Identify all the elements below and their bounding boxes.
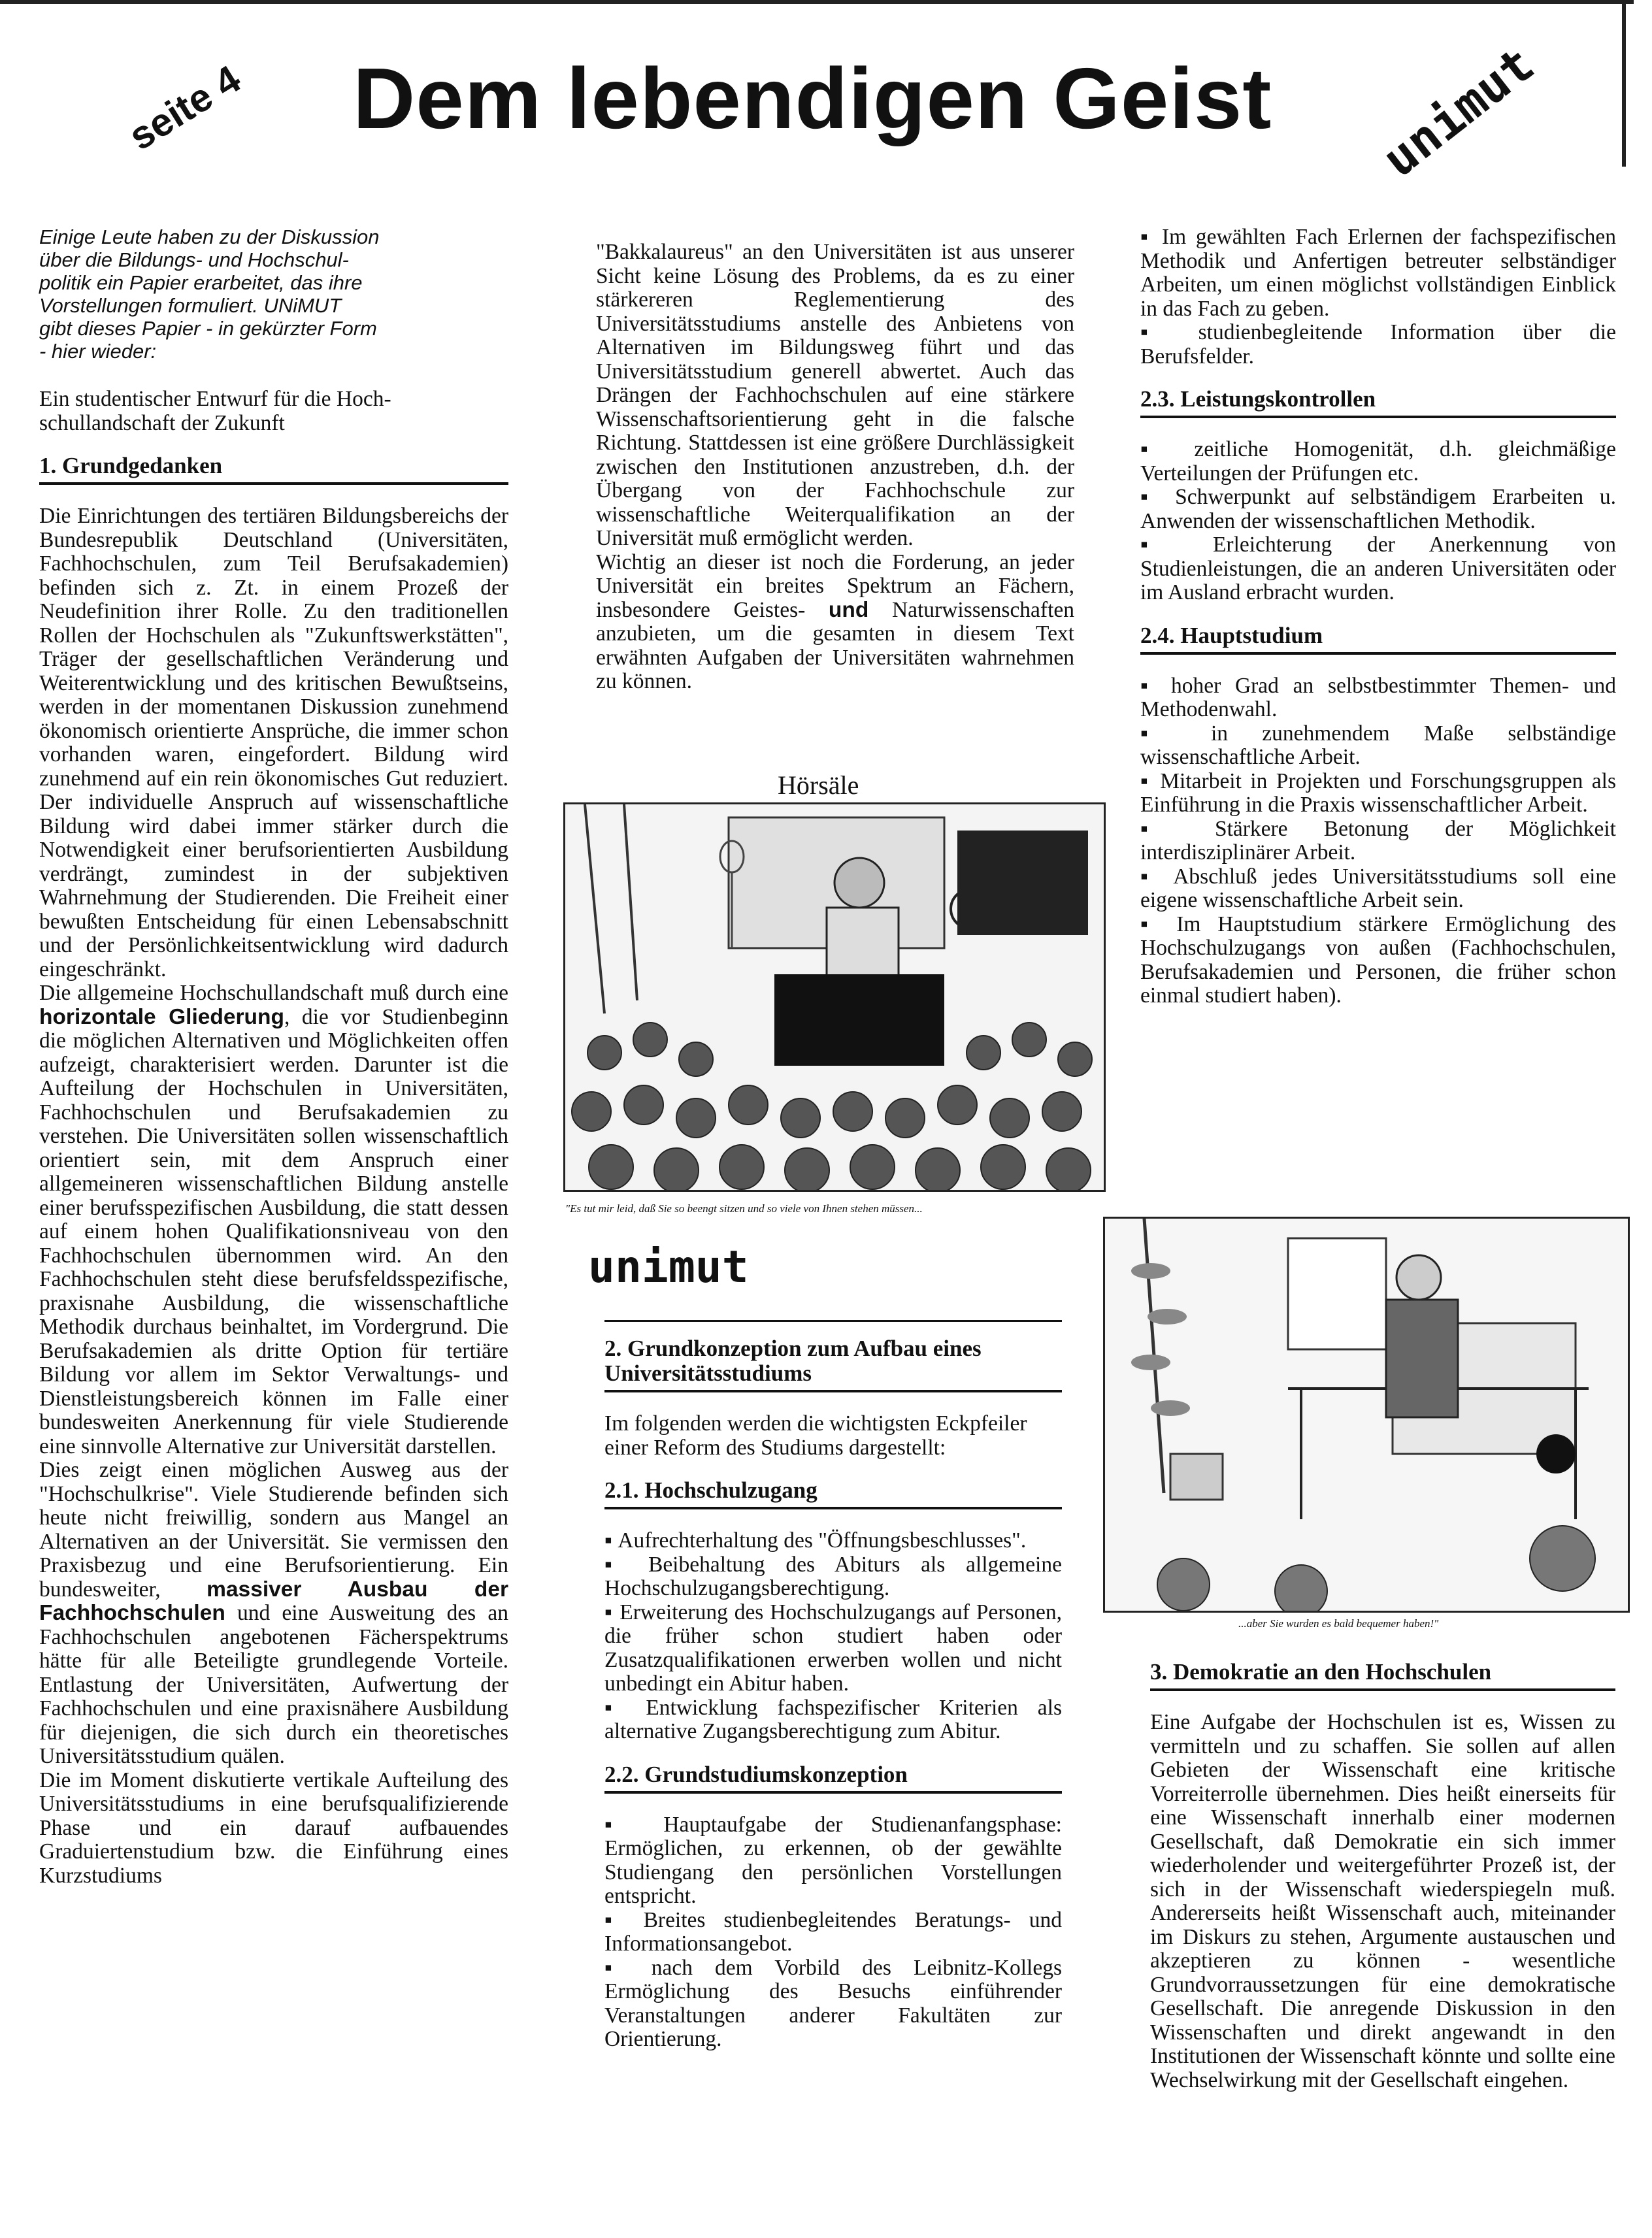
- text-run: Naturwissenschaften anzubieten, um die gesamten in diesem Text erwähnten Aufgaben der Universitäten wahrnehmen zu können.: [596, 597, 1075, 693]
- text-run: Wichtig an dieser ist noch die Forderung, an jeder Universität ein breites Spektrum an Fächern, insbesondere Geistes-: [596, 550, 1074, 622]
- paragraph: Die Einrichtungen des tertiären Bildungsbereichs der Bundesrepublik Deutschland (Universitäten, Fachhochschulen, zum Teil Berufsakademien) befinden sich z. Zt. in einem Prozeß der Neudefinition ihrer Rolle. Zu den traditionellen Rollen der Hochschulen als "Zukunftswerkstätten", Träger der gesellschaftlichen Veränderung und Weiterentwicklung und des kritischen Bewußtseins, werden in der momentanen Diskussion zunehmend ökonomisch orientierte Ansprüche, die immer schon vorhanden waren, eingefordert. Bildung wird zunehmend auf ein rein ökonomisches Gut reduziert. Der individuelle Anspruch auf wissenschaftliche Bildung wird dabei immer stärker durch die Notwendigkeit einer berufsorientierten Ausbildung verdrängt, zumindest in der subjektiven Wahrnehmung der Studierenden. Die Freiheit einer bewußten Entscheidung für einen Lebensabschnitt und der Persönlichkeitsentwicklung wird dadurch eingeschränkt.: [39, 504, 508, 981]
- bullet-text: ▪ Im Hauptstudium stärkere Ermöglichung des Hochschulzugangs von außen (Fachhochschulen, Berufsakademien und Personen, die früher schon einmal studiert haben).: [1140, 913, 1616, 1008]
- paragraph: Im folgenden werden die wichtigsten Eckpfeiler einer Reform des Studiums dargestellt:: [604, 1411, 1027, 1460]
- bullet-text: ▪ Aufrechterhaltung des "Öffnungsbeschlusses".: [604, 1529, 1062, 1553]
- bullet-text: ▪ Abschluß jedes Universitätsstudiums soll eine eigene wissenschaftliche Arbeit sein.: [1140, 865, 1616, 913]
- paragraph: "Bakkalaureus" an den Universitäten ist aus unserer Sicht keine Lösung des Problems, da es zu einer stärkereren Reglementierung des Universitätsstudiums anstelle des Anbietens von Alternativen im Bildungsweg führt und das Universitätsstudium generell abwertet. Auch das Drängen der Fachhochschulen auf eine stärkere Wissenschaftsorientierung geht in die falsche Richtung. Stattdessen ist eine größere Durchlässigkeit zwischen den Institutionen anzustreben, d.h. der Übergang von der Fachhochschule zur wissenschaftliche Weiterqualifikation an der Universität muß ermöglicht werden.: [596, 240, 1074, 550]
- bullet-text: ▪ Mitarbeit in Projekten und Forschungsgruppen als Einführung in die Praxis wissenschaftlicher Arbeit.: [1140, 770, 1616, 817]
- list-item: [1140, 770, 1616, 817]
- bullet-text: ▪ Entwicklung fachspezifischer Kriterien als alternative Zugangsberechtigung zum Abitur.: [604, 1696, 1062, 1744]
- top-border-line: [0, 0, 1634, 4]
- bullet-text: ▪ Beibehaltung des Abiturs als allgemeine Hochschulzugangsberechtigung.: [604, 1553, 1062, 1601]
- intro-line: - hier wieder:: [39, 340, 157, 363]
- page-label: seite 4: [121, 56, 248, 159]
- bullet-text: ▪ Erleichterung der Anerkennung von Studienleistungen, die an anderen Universitäten oder im Ausland erbracht wurden.: [1140, 533, 1616, 605]
- bullet-text: ▪ Schwerpunkt auf selbständigem Erarbeiten u. Anwenden der wissenschaftlichen Methodik.: [1140, 485, 1616, 533]
- column-3-lower: [1150, 1660, 1615, 2092]
- section-heading-3: 3. Demokratie an den Hochschulen: [1150, 1660, 1615, 1691]
- bullet-text: ▪ Hauptaufgabe der Studienanfangsphase: Ermöglichen, zu erkennen, ob der gewählte Studiengang den persönlichen Vorstellungen entspricht.: [604, 1813, 1062, 1909]
- list-item: [604, 1813, 1062, 1909]
- section-heading-2: 2. Grundkonzeption zum Aufbau eines Universitätsstudiums: [604, 1336, 1062, 1392]
- paragraph: Die im Moment diskutierte vertikale Aufteilung des Universitätsstudiums in eine berufsqualifizierende Phase und ein darauf aufbauendes Graduiertenstudium bzw. die Einführung eines Kurzstudiums: [39, 1768, 508, 1888]
- section-heading-2-4: 2.4. Hauptstudium: [1140, 623, 1616, 655]
- column-2-upper: [596, 240, 1074, 694]
- subtitle-line: schullandschaft der Zukunft: [39, 410, 285, 435]
- lecture-hall-cartoon: [563, 802, 1106, 1192]
- intro-line: Einige Leute haben zu der Diskussion: [39, 225, 380, 248]
- bold-term: massiver Ausbau der Fachhochschulen: [39, 1577, 509, 1625]
- list-item: [1140, 438, 1616, 485]
- section-heading-2-1: 2.1. Hochschulzugang: [604, 1478, 1062, 1509]
- intro-line: politik ein Papier erarbeitet, das ihre: [39, 271, 363, 294]
- list-item: [1140, 722, 1616, 770]
- bullet-text: ▪ Im gewählten Fach Erlernen der fachspezifischen Methodik und Anfertigen betreuter selbständiger Arbeiten, um einen möglichst vollständigen Einblick in das Fach zu geben.: [1140, 225, 1616, 321]
- list-item: [604, 1529, 1062, 1553]
- list-item: [604, 1956, 1062, 2052]
- bullet-text: ▪ zeitliche Homogenität, d.h. gleichmäßige Verteilungen der Prüfungen etc.: [1140, 438, 1616, 485]
- cartoon-caption: ...aber Sie wurden es bald bequemer haben!": [1238, 1617, 1439, 1630]
- divider: [604, 1320, 1062, 1322]
- intro-line: gibt dieses Papier - in gekürzter Form: [39, 317, 377, 340]
- paragraph: [39, 981, 508, 1458]
- bold-term: horizontale Gliederung: [39, 1004, 284, 1029]
- bold-term: und: [828, 597, 869, 622]
- bullet-text: ▪ Breites studienbegleitendes Beratungs- und Informationsangebot.: [604, 1909, 1062, 1956]
- column-2-lower: [604, 1313, 1062, 2052]
- bullet-text: ▪ in zunehmendem Maße selbständige wissenschaftliche Arbeit.: [1140, 722, 1616, 770]
- list-item: [1140, 321, 1616, 369]
- list-item: [604, 1601, 1062, 1696]
- list-item: [1140, 674, 1616, 722]
- article-subtitle: [39, 387, 508, 435]
- list-item: [1140, 485, 1616, 533]
- paragraph: [39, 1458, 508, 1769]
- section-heading-2-2: 2.2. Grundstudiumskonzeption: [604, 1762, 1062, 1794]
- unimut-logo: unimut: [588, 1242, 749, 1293]
- bullet-text: ▪ studienbegleitende Information über die Berufsfelder.: [1140, 321, 1616, 369]
- list-item: [1140, 533, 1616, 605]
- text-run: Dies zeigt einen möglichen Ausweg aus der "Hochschulkrise". Viele Studierende befinden sich heute nicht freiwillig, sondern aus Mangel an Alternativen an der Universität. Sie vermissen den Praxisbezug und eine Berufsorientierung. Ein bundesweiter,: [39, 1458, 508, 1602]
- bullet-text: ▪ hoher Grad an selbstbestimmter Themen- und Methodenwahl.: [1140, 674, 1616, 722]
- soldier-lecture-cartoon: [1103, 1217, 1630, 1613]
- bullet-text: ▪ nach dem Vorbild des Leibnitz-Kollegs Ermöglichung des Besuchs einführender Veranstaltungen anderer Fakultäten zur Orientierung.: [604, 1956, 1062, 2052]
- text-run: und eine Ausweitung des an Fachhochschulen angebotenen Fächerspektrums hätte für alle Beteiligte grundlegende Vorteile. Entlastung der Universitäten, Aufwertung der Fachhochschulen und eine praxisnähere Ausbildung für diejenigen, die sich durch ein theoretisches Universitätsstudium quälen.: [39, 1601, 508, 1768]
- list-item: [604, 1696, 1062, 1744]
- page-title: Dem lebendigen Geist: [353, 50, 1272, 146]
- list-item: [1140, 817, 1616, 865]
- section-heading-1: 1. Grundgedanken: [39, 453, 508, 485]
- column-1: [39, 225, 508, 1888]
- intro-text: [39, 225, 508, 363]
- section-heading-2-3: 2.3. Leistungskontrollen: [1140, 387, 1616, 418]
- cartoon-caption: "Es tut mir leid, daß Sie so beengt sitzen und so viele von Ihnen stehen müssen...: [565, 1202, 923, 1215]
- text-run: Die allgemeine Hochschullandschaft muß durch eine: [39, 981, 508, 1005]
- paragraph: [596, 551, 1074, 694]
- list-item: [604, 1909, 1062, 1956]
- bullet-text: ▪ Stärkere Betonung der Möglichkeit interdisziplinärer Arbeit.: [1140, 817, 1616, 865]
- cartoon-title: Hörsäle: [778, 770, 859, 800]
- unimut-logo: unimut: [1372, 36, 1545, 188]
- right-border-line: [1622, 0, 1626, 167]
- bullet-text: ▪ Erweiterung des Hochschulzugangs auf Personen, die früher schon studiert haben oder Zusatzqualifikationen erwerben wollen und nicht unbedingt ein Abitur haben.: [604, 1601, 1062, 1696]
- column-3: [1140, 225, 1616, 1008]
- paragraph: Eine Aufgabe der Hochschulen ist es, Wissen zu vermitteln und zu schaffen. Sie sollen auf allen Gebieten der Wissenschaft eine kritische Vorreiterrolle übernehmen. Dies heißt einerseits für eine Wissenschaft innerhalb einer modernen Gesellschaft, daß Demokratie ein sich immer wiederholender und weitergeführter Prozeß ist, der sich in der Wissenschaft wiederspiegeln muß. Andererseits heißt Wissenschaft auch, miteinander im Diskurs zu stehen, Argumente austauschen und akzeptieren zu können - wesentliche Grundvorraussetzungen für eine demokratische Gesellschaft. Die anregende Diskussion in den Wissenschaften und direkt angewandt in den Institutionen der Wissenschaft könnte und sollte eine Wechselwirkung mit der Gesellschaft eingehen.: [1150, 1710, 1615, 2092]
- subtitle-line: Ein studentischer Entwurf für die Hoch-: [39, 387, 391, 411]
- list-item: [1140, 865, 1616, 913]
- list-item: [1140, 913, 1616, 1008]
- list-item: [604, 1553, 1062, 1601]
- intro-line: Vorstellungen formuliert. UNiMUT: [39, 294, 342, 317]
- list-item: [1140, 225, 1616, 321]
- intro-line: über die Bildungs- und Hochschul-: [39, 248, 349, 271]
- text-run: , die vor Studienbeginn die möglichen Alternativen und Möglichkeiten offen aufzeigt, charakterisiert werden. Darunter ist die Aufteilung der Hochschulen in Universitäten, Fachhochschulen und Berufsakademien zu verstehen. Die Universitäten sollen wissenschaftlich orientiert sein, mit dem Anspruch einer allgemeineren wissenschaftlichen Bildung anstelle einer berufsspezifischen Ausbildung, die statt dessen auf einem hohen Qualifikationsniveau von den Fachhochschulen übernommen wird. An den Fachhochschulen steht diese berufsfeldsspezifische, praxisnahe Ausbildung, die wissenschaftliche Methodik durchaus beinhaltet, im Vordergrund. Die Berufsakademien als dritte Option für tertiäre Bildung vor allem im Sektor Verwaltungs- und Dienstleistungsbereich können im Falle einer bundesweiten Anerkennung für viele Studierende eine sinnvolle Alternative zur Universität darstellen.: [39, 1004, 508, 1458]
